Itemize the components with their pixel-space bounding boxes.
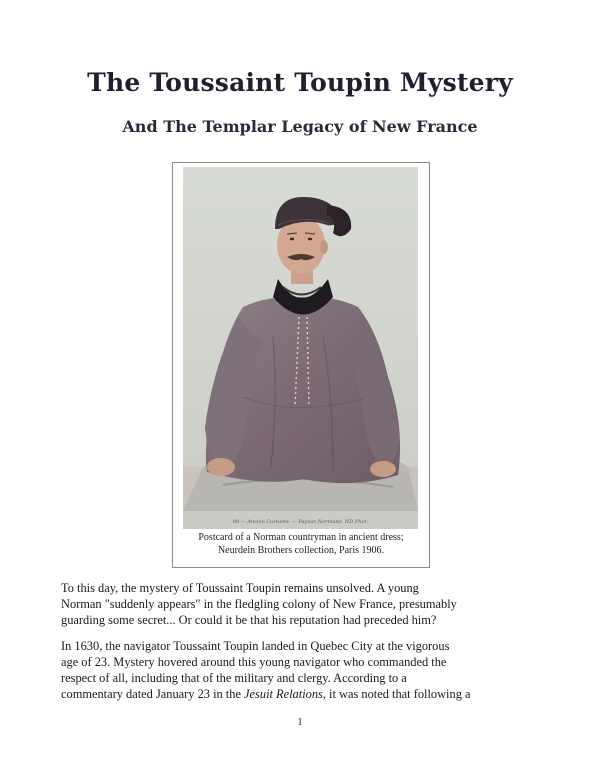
text-line: guarding some secret... Or could it be that his reputation had preceded him? bbox=[61, 613, 437, 627]
paragraph-1 bbox=[61, 580, 541, 628]
caption-line: Postcard of a Norman countryman in ancient dress; bbox=[198, 532, 404, 543]
text-line: In 1630, the navigator Toussaint Toupin landed in Quebec City at the vigorous bbox=[61, 639, 450, 653]
text-line: age of 23. Mystery hovered around this young navigator who commanded the bbox=[61, 655, 447, 669]
text-line: To this day, the mystery of Toussaint Toupin remains unsolved. A young bbox=[61, 581, 419, 595]
postcard-photo bbox=[183, 167, 418, 529]
figure-caption bbox=[179, 531, 423, 557]
page-number: 1 bbox=[297, 716, 303, 728]
text-segment: commentary dated January 23 in the bbox=[61, 687, 245, 701]
document-subtitle: And The Templar Legacy of New France bbox=[122, 117, 478, 136]
text-line: respect of all, including that of the military and clergy. According to a bbox=[61, 671, 407, 685]
postcard-label: 80 — Ancien Costume. — Paysan Normand. ND Phot. bbox=[232, 519, 369, 525]
paragraph-2 bbox=[61, 638, 541, 702]
text-segment: , it was noted that following a bbox=[322, 687, 471, 701]
text-line bbox=[61, 686, 541, 702]
document-title: The Toussaint Toupin Mystery bbox=[87, 68, 513, 97]
figure bbox=[172, 162, 430, 568]
italic-title: Jesuit Relations bbox=[244, 687, 323, 701]
portrait-illustration bbox=[183, 167, 418, 529]
caption-line: Neurdein Brothers collection, Paris 1906. bbox=[217, 545, 385, 556]
text-line: Norman "suddenly appears" in the fledgling colony of New France, presumably bbox=[61, 597, 457, 611]
